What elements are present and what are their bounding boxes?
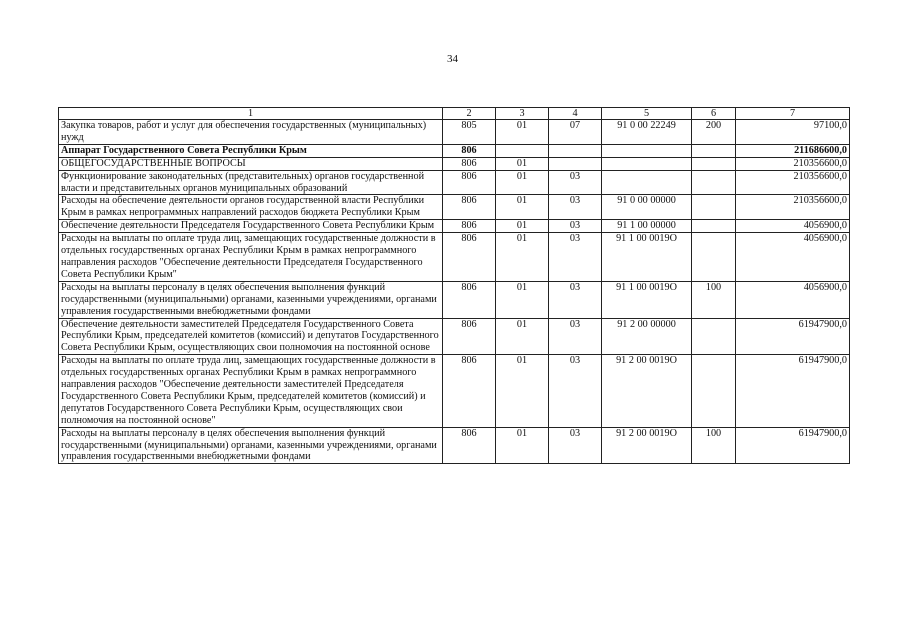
row-name-cell: Аппарат Государственного Совета Республики Крым <box>59 144 443 157</box>
row-podrazdel-cell: 03 <box>549 170 602 195</box>
row-razdel-cell: 01 <box>496 195 549 220</box>
row-razdel-cell: 01 <box>496 318 549 355</box>
row-name-cell: Расходы на обеспечение деятельности органов государственной власти Республики Крым в рамках непрограммных направлений расходов бюджета Республики Крым <box>59 195 443 220</box>
table-row <box>59 157 850 170</box>
row-sum-cell: 210356600,0 <box>736 195 850 220</box>
row-sum-cell: 210356600,0 <box>736 170 850 195</box>
row-sum-cell: 61947900,0 <box>736 355 850 427</box>
row-sum-cell: 211686600,0 <box>736 144 850 157</box>
row-ved-cell: 806 <box>443 170 496 195</box>
row-name-cell: Функционирование законодательных (представительных) органов государственной власти и представительных органов муниципальных образований <box>59 170 443 195</box>
table-row <box>59 120 850 145</box>
row-name-cell: Расходы на выплаты по оплате труда лиц, замещающих государственные должности в отдельных государственных органах Республики Крым в рамках непрограммного направления расходов "Обеспечение деятельности заместителей Председателя Государственного Совета Республики Крым, председателей комитетов (комиссий) и депутатов Государственного Совета Республики Крым, осуществляющих свои полномочия на постоянной основе" <box>59 355 443 427</box>
row-csr-cell: 91 0 00 22249 <box>602 120 692 145</box>
row-csr-cell: 91 1 00 00000 <box>602 220 692 233</box>
row-csr-cell: 91 1 00 0019О <box>602 281 692 318</box>
table-row <box>59 144 850 157</box>
row-ved-cell: 806 <box>443 281 496 318</box>
row-ved-cell: 806 <box>443 318 496 355</box>
column-header: 5 <box>602 108 692 120</box>
row-name-cell: Расходы на выплаты персоналу в целях обеспечения выполнения функций государственными (муниципальными) органами, казенными учреждениями, органами управления государственными внебюджетными фондами <box>59 427 443 464</box>
row-podrazdel-cell <box>549 144 602 157</box>
column-header: 1 <box>59 108 443 120</box>
table-header-row <box>59 108 850 120</box>
row-vr-cell <box>692 157 736 170</box>
row-podrazdel-cell: 03 <box>549 427 602 464</box>
column-header: 7 <box>736 108 850 120</box>
table-row <box>59 355 850 427</box>
row-podrazdel-cell: 07 <box>549 120 602 145</box>
row-razdel-cell: 01 <box>496 281 549 318</box>
row-ved-cell: 806 <box>443 233 496 282</box>
row-sum-cell: 210356600,0 <box>736 157 850 170</box>
row-name-cell: Расходы на выплаты по оплате труда лиц, замещающих государственные должности в отдельных государственных органах Республики Крым в рамках непрограммного направления расходов "Обеспечение деятельности Председателя Государственного Совета Республики Крым" <box>59 233 443 282</box>
row-name-cell: Расходы на выплаты персоналу в целях обеспечения выполнения функций государственными (муниципальными) органами, казенными учреждениями, органами управления государственными внебюджетными фондами <box>59 281 443 318</box>
row-ved-cell: 806 <box>443 427 496 464</box>
table-row <box>59 318 850 355</box>
table-row <box>59 220 850 233</box>
table-row <box>59 281 850 318</box>
row-csr-cell: 91 2 00 0019О <box>602 427 692 464</box>
column-header: 4 <box>549 108 602 120</box>
row-csr-cell: 91 2 00 00000 <box>602 318 692 355</box>
row-name-cell: Обеспечение деятельности Председателя Государственного Совета Республики Крым <box>59 220 443 233</box>
row-csr-cell <box>602 157 692 170</box>
row-vr-cell <box>692 355 736 427</box>
row-razdel-cell: 01 <box>496 157 549 170</box>
row-vr-cell <box>692 233 736 282</box>
row-podrazdel-cell: 03 <box>549 281 602 318</box>
row-razdel-cell: 01 <box>496 233 549 282</box>
row-razdel-cell: 01 <box>496 120 549 145</box>
table-row <box>59 233 850 282</box>
row-vr-cell <box>692 220 736 233</box>
row-vr-cell <box>692 144 736 157</box>
row-csr-cell: 91 2 00 0019О <box>602 355 692 427</box>
row-csr-cell <box>602 144 692 157</box>
row-sum-cell: 97100,0 <box>736 120 850 145</box>
table-row <box>59 195 850 220</box>
row-sum-cell: 61947900,0 <box>736 427 850 464</box>
budget-table <box>58 107 850 464</box>
row-name-cell: Обеспечение деятельности заместителей Председателя Государственного Совета Республики Крым, председателей комитетов (комиссий) и депутатов Государственного Совета Республики Крым, осуществляющих свои полномочия на постоянной основе <box>59 318 443 355</box>
row-podrazdel-cell: 03 <box>549 355 602 427</box>
row-ved-cell: 805 <box>443 120 496 145</box>
row-ved-cell: 806 <box>443 157 496 170</box>
row-razdel-cell <box>496 144 549 157</box>
row-vr-cell: 100 <box>692 281 736 318</box>
row-podrazdel-cell: 03 <box>549 318 602 355</box>
row-podrazdel-cell <box>549 157 602 170</box>
row-vr-cell: 100 <box>692 427 736 464</box>
row-razdel-cell: 01 <box>496 355 549 427</box>
row-vr-cell <box>692 195 736 220</box>
row-razdel-cell: 01 <box>496 170 549 195</box>
row-sum-cell: 61947900,0 <box>736 318 850 355</box>
row-csr-cell <box>602 170 692 195</box>
row-csr-cell: 91 0 00 00000 <box>602 195 692 220</box>
column-header: 6 <box>692 108 736 120</box>
row-sum-cell: 4056900,0 <box>736 281 850 318</box>
row-sum-cell: 4056900,0 <box>736 233 850 282</box>
row-csr-cell: 91 1 00 0019О <box>602 233 692 282</box>
row-name-cell: ОБЩЕГОСУДАРСТВЕННЫЕ ВОПРОСЫ <box>59 157 443 170</box>
row-ved-cell: 806 <box>443 220 496 233</box>
row-ved-cell: 806 <box>443 195 496 220</box>
row-vr-cell: 200 <box>692 120 736 145</box>
row-ved-cell: 806 <box>443 144 496 157</box>
table-row <box>59 170 850 195</box>
table-row <box>59 427 850 464</box>
row-razdel-cell: 01 <box>496 427 549 464</box>
row-vr-cell <box>692 170 736 195</box>
column-header: 2 <box>443 108 496 120</box>
row-ved-cell: 806 <box>443 355 496 427</box>
row-podrazdel-cell: 03 <box>549 220 602 233</box>
row-vr-cell <box>692 318 736 355</box>
row-sum-cell: 4056900,0 <box>736 220 850 233</box>
row-podrazdel-cell: 03 <box>549 195 602 220</box>
row-razdel-cell: 01 <box>496 220 549 233</box>
page-number: 34 <box>447 53 458 65</box>
column-header: 3 <box>496 108 549 120</box>
row-name-cell: Закупка товаров, работ и услуг для обеспечения государственных (муниципальных) нужд <box>59 120 443 145</box>
row-podrazdel-cell: 03 <box>549 233 602 282</box>
